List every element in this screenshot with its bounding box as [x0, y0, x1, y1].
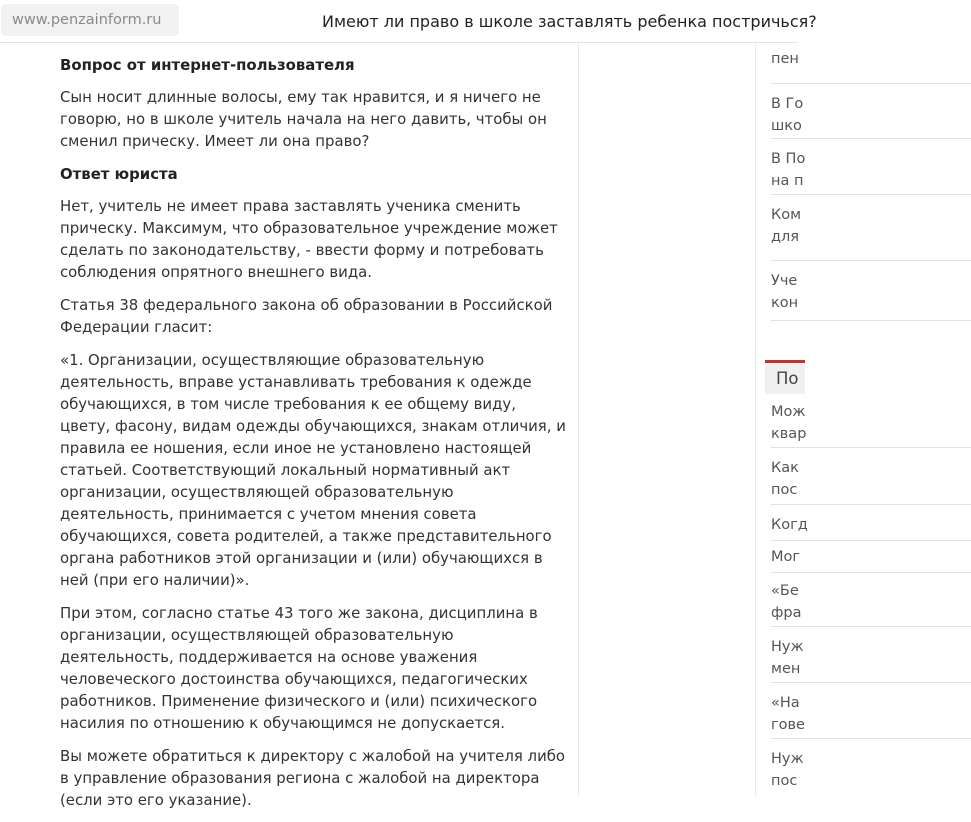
sidebar-popular-item-text[interactable]: Нуж	[771, 751, 804, 767]
sidebar-top-item-text[interactable]: В По	[771, 151, 806, 167]
sidebar-popular-item-text[interactable]: гове	[771, 717, 805, 733]
sidebar-top-item-text[interactable]: шко	[771, 118, 802, 134]
sidebar-popular-item-text[interactable]: «На	[771, 695, 800, 711]
sidebar-popular-item[interactable]	[771, 514, 971, 536]
sidebar-divider	[771, 504, 971, 505]
sidebar-top-item-text[interactable]: для	[771, 229, 800, 245]
sidebar-popular-item-text[interactable]: пос	[771, 773, 798, 789]
sidebar-popular-item-text[interactable]: Нуж	[771, 639, 804, 655]
sidebar-popular-item-text[interactable]: Как	[771, 460, 799, 476]
sidebar-popular-item[interactable]	[771, 457, 971, 501]
sidebar-top-item-text[interactable]: кон	[771, 295, 799, 311]
sidebar-news-list	[771, 0, 811, 797]
answer-paragraph: При этом, согласно статье 43 того же закона, дисциплина в организации, осуществляющей образовательную деятельность, поддерживается на основе уважения человеческого достоинства обучающихся, педагогических работников. Применение физического и (или) психического насилия по отношению к обучающимся не допускается.	[60, 604, 538, 732]
answer-paragraph: Статья 38 федерального закона об образовании в Российской Федерации гласит:	[60, 296, 553, 336]
sidebar-popular-item-text[interactable]: Когд	[771, 517, 808, 533]
sidebar-popular-item-text[interactable]: «Бе	[771, 583, 799, 599]
sidebar-popular-item[interactable]	[771, 580, 971, 624]
sidebar-top-item[interactable]	[771, 93, 971, 137]
sidebar-divider	[771, 260, 971, 261]
sidebar-divider	[771, 320, 971, 321]
answer-paragraph: Нет, учитель не имеет права заставлять ученика сменить прическу. Максимум, что образовательное учреждение может сделать по законодательству, - ввести форму и потребовать соблюдения опрятного внешнего вида.	[60, 197, 558, 281]
sidebar-top-item[interactable]	[771, 148, 971, 192]
sidebar-top-item-text[interactable]: В Го	[771, 96, 804, 112]
sidebar-top-item[interactable]	[771, 48, 971, 70]
site-url-pill[interactable]	[1, 4, 179, 36]
sidebar-top-item-text[interactable]: на п	[771, 173, 804, 189]
sidebar-top-item-text[interactable]: Уче	[771, 273, 798, 289]
sidebar-popular-item-text[interactable]: квар	[771, 426, 807, 442]
sidebar-popular-item-text[interactable]: пос	[771, 482, 798, 498]
answer-heading: Ответ юриста	[60, 165, 178, 183]
column-divider	[578, 42, 579, 797]
sidebar-popular-item[interactable]	[771, 546, 971, 568]
sidebar-popular-item[interactable]	[771, 401, 971, 445]
sidebar-divider	[771, 138, 971, 139]
site-url[interactable]: www.penzainform.ru	[12, 12, 162, 28]
page-title: Имеют ли право в школе заставлять ребенка постричься?	[322, 12, 817, 31]
sidebar-popular-item[interactable]	[771, 692, 971, 736]
sidebar-top-item[interactable]	[771, 204, 971, 248]
sidebar-top-item[interactable]	[771, 270, 971, 314]
sidebar-divider	[771, 738, 971, 739]
sidebar-popular-item-text[interactable]: фра	[771, 605, 802, 621]
sidebar-popular-item-text[interactable]: Мог	[771, 549, 800, 565]
sidebar-top-item-text[interactable]: Ком	[771, 207, 802, 223]
sidebar-divider	[771, 540, 971, 541]
sidebar-border	[755, 42, 756, 797]
popular-header: По	[776, 369, 799, 388]
sidebar-popular-item[interactable]	[771, 748, 971, 792]
sidebar-divider	[771, 447, 971, 448]
sidebar-top-item-text[interactable]: пен	[771, 51, 799, 67]
sidebar-popular-item[interactable]	[771, 636, 971, 680]
sidebar-divider	[771, 626, 971, 627]
sidebar-popular-item-text[interactable]: Мож	[771, 404, 806, 420]
law-quote-paragraph: «1. Организации, осуществляющие образовательную деятельность, вправе устанавливать требования к одежде обучающихся, в том числе требования к ее общему виду, цвету, фасону, видам одежды обучающихся, знакам отличия, и правила ее ношения, если иное не установлено настоящей статьей. Соответствующий локальный нормативный акт организации, осуществляющей образовательную деятельность, принимается с учетом мнения совета обучающихся, совета родителей, а также представительного органа работников этой организации и (или) обучающихся в ней (при его наличии)».	[60, 351, 566, 589]
sidebar-divider	[771, 194, 971, 195]
sidebar-divider	[771, 682, 971, 683]
top-bar	[0, 0, 817, 43]
article-body	[60, 54, 566, 822]
question-heading: Вопрос от интернет-пользователя	[60, 56, 355, 74]
answer-paragraph: Вы можете обратиться к директору с жалобой на учителя либо в управление образования региона с жалобой на директора (если это его указание).	[60, 747, 566, 809]
sidebar-popular-item-text[interactable]: мен	[771, 661, 801, 677]
question-text: Сын носит длинные волосы, ему так нравится, и я ничего не говорю, но в школе учитель начала на него давить, чтобы он сменил прическу. Имеет ли она право?	[60, 88, 547, 150]
sidebar-divider	[771, 572, 971, 573]
sidebar-divider	[771, 83, 971, 84]
